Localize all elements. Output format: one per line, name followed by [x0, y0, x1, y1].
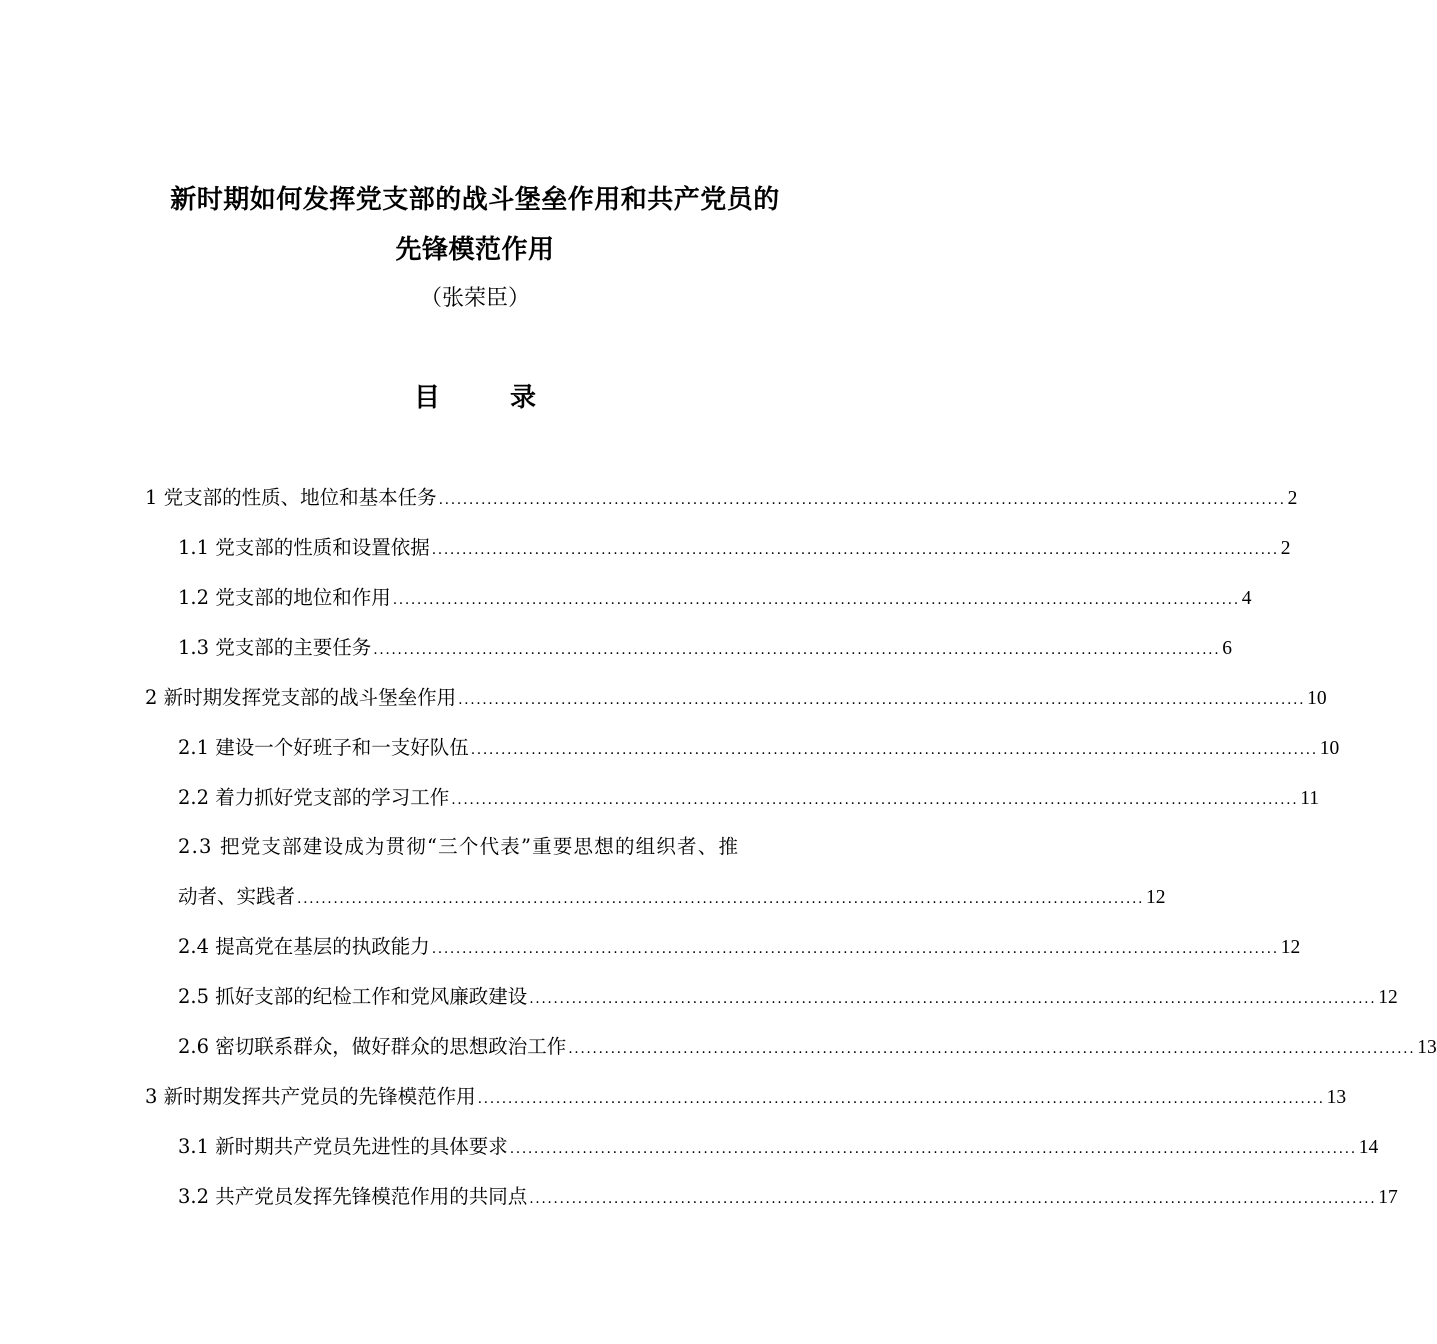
toc-entry-text: 2.1 建设一个好班子和一支好队伍: [178, 736, 469, 759]
toc-leader-dots: ............................................................................................................................................: [451, 792, 1299, 808]
toc-page-number: 17: [1378, 1187, 1398, 1208]
toc-leader-dots: ............................................................................................................................................: [297, 891, 1145, 907]
toc-entry-1-2[interactable]: [178, 583, 1252, 615]
toc-entry-3-1[interactable]: [178, 1132, 1379, 1164]
toc-entry-2-2[interactable]: [178, 783, 1320, 815]
toc-entry-1-3[interactable]: [178, 633, 1232, 665]
toc-page-number: 12: [1146, 887, 1166, 908]
toc-entry-2-5[interactable]: [178, 982, 1398, 1014]
toc-page-number: 10: [1319, 738, 1340, 759]
toc-page-number: 12: [1280, 937, 1301, 958]
document-title-line-2: 先锋模范作用: [395, 235, 555, 265]
toc-leader-dots: ............................................................................................................................................: [470, 742, 1318, 758]
toc-entry-text: 2.5 抓好支部的纪检工作和党风廉政建设: [178, 985, 528, 1008]
toc-entry-2-1[interactable]: [178, 733, 1340, 765]
toc-entry-text: 2 新时期发挥党支部的战斗堡垒作用: [145, 686, 457, 709]
toc-entry-text: 1.2 党支部的地位和作用: [178, 586, 391, 609]
toc-entry-3[interactable]: [145, 1082, 1347, 1114]
toc-entry-3-2[interactable]: [178, 1182, 1398, 1214]
toc-page-number: 2: [1287, 488, 1298, 509]
toc-entry-1[interactable]: [145, 483, 1298, 515]
toc-entry-text: 动者、实践者: [178, 885, 296, 908]
toc-entry-text: 2.4 提高党在基层的执政能力: [178, 935, 430, 958]
toc-leader-dots: ............................................................................................................................................: [509, 1141, 1357, 1157]
toc-page-number: 12: [1378, 987, 1398, 1008]
toc-entry-text: 1.3 党支部的主要任务: [178, 636, 372, 659]
document-title-line-1: 新时期如何发挥党支部的战斗堡垒作用和共产党员的: [170, 185, 780, 215]
toc-leader-dots: ............................................................................................................................................: [529, 1191, 1377, 1207]
toc-entry-2-3-line-1[interactable]: 2.3 把党支部建设成为贯彻“三个代表”重要思想的组织者、推: [178, 835, 740, 858]
toc-leader-dots: ............................................................................................................................................: [373, 642, 1221, 658]
toc-entry-text: 3 新时期发挥共产党员的先锋模范作用: [145, 1085, 476, 1108]
toc-leader-dots: ............................................................................................................................................: [529, 991, 1377, 1007]
toc-leader-dots: ............................................................................................................................................: [458, 692, 1306, 708]
toc-entry-text: 2.2 着力抓好党支部的学习工作: [178, 786, 450, 809]
toc-entry-text: 2.6 密切联系群众，做好群众的思想政治工作: [178, 1035, 567, 1058]
toc-entry-2-3[interactable]: [178, 882, 1166, 914]
toc-heading: 目录: [413, 383, 606, 413]
toc-entry-2[interactable]: [145, 683, 1327, 715]
toc-leader-dots: ............................................................................................................................................: [438, 492, 1286, 508]
toc-entry-text: 1 党支部的性质、地位和基本任务: [145, 486, 437, 509]
toc-page-number: 10: [1307, 688, 1327, 709]
toc-entry-1-1[interactable]: [178, 533, 1291, 565]
toc-page-number: 13: [1417, 1037, 1437, 1058]
document-author: （张荣臣）: [419, 286, 530, 311]
toc-page-number: 14: [1358, 1137, 1379, 1158]
toc-leader-dots: ............................................................................................................................................: [568, 1041, 1416, 1057]
toc-leader-dots: ............................................................................................................................................: [431, 941, 1279, 957]
toc-page-number: 4: [1241, 588, 1252, 609]
toc-leader-dots: ............................................................................................................................................: [392, 592, 1240, 608]
toc-entry-text: 1.1 党支部的性质和设置依据: [178, 536, 430, 559]
toc-page-number: 2: [1280, 538, 1291, 559]
toc-page-number: 13: [1326, 1087, 1347, 1108]
toc-entry-2-4[interactable]: [178, 932, 1301, 964]
toc-entry-2-6[interactable]: [178, 1032, 1437, 1064]
toc-page-number: 6: [1222, 638, 1232, 659]
toc-entry-text: 3.1 新时期共产党员先进性的具体要求: [178, 1135, 508, 1158]
toc-entry-text: 3.2 共产党员发挥先锋模范作用的共同点: [178, 1185, 528, 1208]
toc-page-number: 11: [1300, 788, 1320, 809]
toc-leader-dots: ............................................................................................................................................: [477, 1091, 1325, 1107]
toc-leader-dots: ............................................................................................................................................: [431, 542, 1279, 558]
